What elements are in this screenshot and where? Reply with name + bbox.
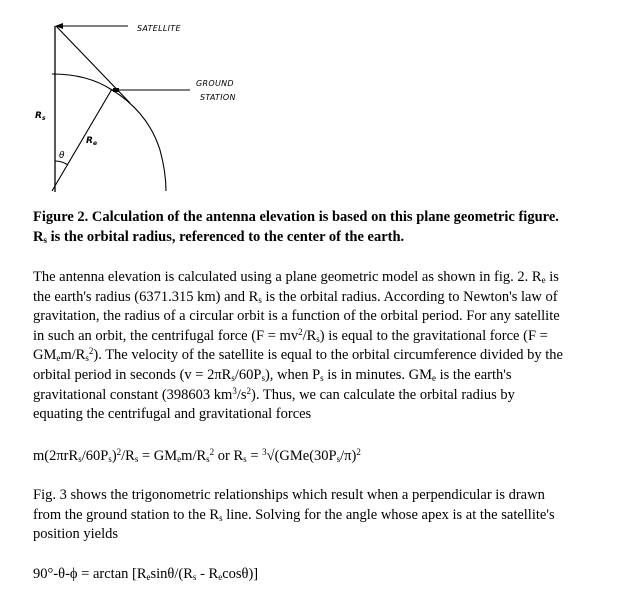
p2-line-2 bbox=[33, 506, 633, 526]
re-label-text: R bbox=[86, 136, 93, 146]
eq1-sub2: s bbox=[108, 454, 112, 464]
eq1-c: ) bbox=[111, 448, 117, 464]
eq1-sub1: s bbox=[78, 454, 82, 464]
rs-label bbox=[35, 111, 46, 124]
equation-elevation-angle bbox=[33, 565, 633, 585]
equation-1-line bbox=[33, 447, 633, 467]
p1-l4-sub: s bbox=[316, 333, 320, 344]
p1-line-4 bbox=[33, 327, 633, 347]
ground-station-marker-icon bbox=[113, 88, 119, 92]
rs-label-sub: s bbox=[41, 115, 46, 122]
eq1-f: m/R bbox=[181, 448, 207, 464]
p1-l6-sub3: s bbox=[320, 372, 324, 383]
equation-2-line bbox=[33, 565, 633, 585]
eq1-sub3: s bbox=[134, 454, 139, 464]
p1-l4-a: in such an orbit, the centrifugal force (F = mv bbox=[33, 327, 299, 344]
p1-l2-sub: s bbox=[258, 294, 262, 305]
p2-line-3: position yields bbox=[33, 526, 118, 543]
eq1-sub6: s bbox=[243, 454, 247, 464]
eq1-sup3: 3 bbox=[262, 447, 267, 457]
p2-l2-a: from the ground station to the R bbox=[33, 506, 220, 523]
p1-l7-b: /s bbox=[236, 386, 247, 403]
p1-l2-b: is the orbital radius. According to Newton's law of bbox=[261, 288, 558, 305]
p1-l4-c: ) is equal to the gravitational force (F = bbox=[319, 327, 548, 344]
satellite-label: SATELLITE bbox=[137, 24, 181, 33]
p2-l2-sub: s bbox=[219, 512, 223, 523]
p1-l6-sub4: e bbox=[432, 372, 437, 383]
p1-l5-sub1: e bbox=[56, 353, 61, 364]
eq1-d: /R bbox=[121, 448, 135, 464]
eq1-b: /60P bbox=[81, 448, 109, 464]
p1-l1-sub: e bbox=[541, 275, 546, 285]
p1-l1-b: is bbox=[545, 269, 559, 285]
p1-l6-sub2: s bbox=[261, 372, 265, 383]
ground-station-label-line1: GROUND bbox=[196, 79, 234, 88]
p1-line-7 bbox=[33, 386, 633, 406]
eq1-sub5: s bbox=[206, 454, 210, 464]
p1-l4-b: /R bbox=[302, 327, 317, 344]
equation-orbital-radius bbox=[33, 447, 633, 467]
p1-l6-a: orbital period in seconds (v = 2πR bbox=[33, 366, 232, 383]
p1-l7-a: gravitational constant (398603 km bbox=[33, 386, 233, 403]
p1-l6-d: is in minutes. GM bbox=[323, 366, 433, 383]
theta-label: θ bbox=[59, 151, 65, 161]
figure-caption bbox=[33, 207, 633, 247]
p1-l2-a: the earth's radius (6371.315 km) and R bbox=[33, 288, 259, 305]
rs-label-text: R bbox=[35, 111, 42, 121]
caption-line-2 bbox=[33, 227, 633, 247]
p1-l5-a: GM bbox=[33, 347, 57, 364]
p1-line-3: gravitation, the radius of a circular orbit is a function of the orbital period. For any satellite bbox=[33, 308, 560, 325]
eq1-sup4: 2 bbox=[356, 447, 361, 457]
p2-l2-b: line. Solving for the angle whose apex is at the satellite's bbox=[222, 506, 555, 523]
p1-l5-b: m/R bbox=[60, 347, 86, 364]
p1-l6-sub1: s bbox=[231, 372, 235, 383]
p1-l7-c: ). Thus, we can calculate the orbital radius by bbox=[251, 386, 515, 403]
paragraph-2 bbox=[33, 486, 633, 545]
satellite-arrow-icon bbox=[55, 23, 63, 29]
p1-l1-a: The antenna elevation is calculated using a plane geometric model as shown in fig. 2. R bbox=[33, 269, 542, 285]
eq1-a: m(2πrR bbox=[33, 448, 79, 464]
theta-arc bbox=[55, 161, 68, 165]
caption-line-2-text: is the orbital radius, referenced to the center of the earth. bbox=[47, 229, 405, 245]
earth-arc bbox=[52, 74, 166, 191]
p1-l4-sup: 2 bbox=[298, 326, 303, 337]
eq1-e: = GM bbox=[138, 448, 178, 464]
eq2-c: - R bbox=[196, 566, 219, 582]
p1-line-6 bbox=[33, 366, 633, 386]
paragraph-1 bbox=[33, 268, 633, 425]
eq1-h: = bbox=[246, 448, 263, 464]
p1-line-1 bbox=[33, 268, 633, 288]
ground-station-label-line2: STATION bbox=[200, 93, 236, 102]
p1-l6-c: ), when P bbox=[264, 366, 321, 383]
eq1-sub7: s bbox=[336, 454, 341, 464]
eq1-j: /π) bbox=[340, 448, 357, 464]
eq1-sup2: 2 bbox=[209, 447, 215, 457]
p1-l5-sup: 2 bbox=[88, 346, 94, 357]
eq1-i: √(GMe(30P bbox=[266, 448, 337, 464]
p1-l7-sup2: 2 bbox=[246, 385, 252, 396]
caption-line-1: Figure 2. Calculation of the antenna elevation is based on this plane geometric figure. bbox=[33, 209, 559, 225]
geometry-figure bbox=[0, 0, 260, 200]
re-label-sub: e bbox=[92, 140, 98, 147]
p2-line-1: Fig. 3 shows the trigonometric relationships which result when a perpendicular is drawn bbox=[33, 487, 545, 503]
re-label bbox=[86, 136, 97, 149]
p1-line-5 bbox=[33, 346, 633, 366]
eq1-sup1: 2 bbox=[116, 447, 122, 457]
p1-l6-e: is the earth's bbox=[436, 366, 512, 383]
p1-l5-c: ). The velocity of the satellite is equal to the orbital circumference divided by the bbox=[93, 347, 563, 364]
caption-rs-sub: s bbox=[43, 235, 47, 245]
eq2-sub2: s bbox=[192, 572, 197, 582]
eq2-b: sinθ/(R bbox=[150, 566, 193, 582]
p1-line-8: equating the centrifugal and gravitational forces bbox=[33, 406, 312, 423]
p1-l6-b: /60P bbox=[234, 366, 262, 383]
p1-l7-sup1: 3 bbox=[232, 385, 237, 396]
p1-line-2 bbox=[33, 288, 633, 308]
eq2-sub3: e bbox=[218, 572, 223, 582]
eq1-sub4: e bbox=[177, 454, 182, 464]
eq1-g: or R bbox=[214, 448, 244, 464]
re-line bbox=[52, 89, 112, 191]
eq2-a: 90°-θ-ϕ = arctan [R bbox=[33, 566, 147, 582]
p1-l5-sub2: s bbox=[85, 353, 89, 364]
eq2-d: cosθ)] bbox=[222, 566, 259, 582]
caption-rs: R bbox=[33, 229, 44, 245]
eq2-sub1: e bbox=[146, 572, 151, 582]
